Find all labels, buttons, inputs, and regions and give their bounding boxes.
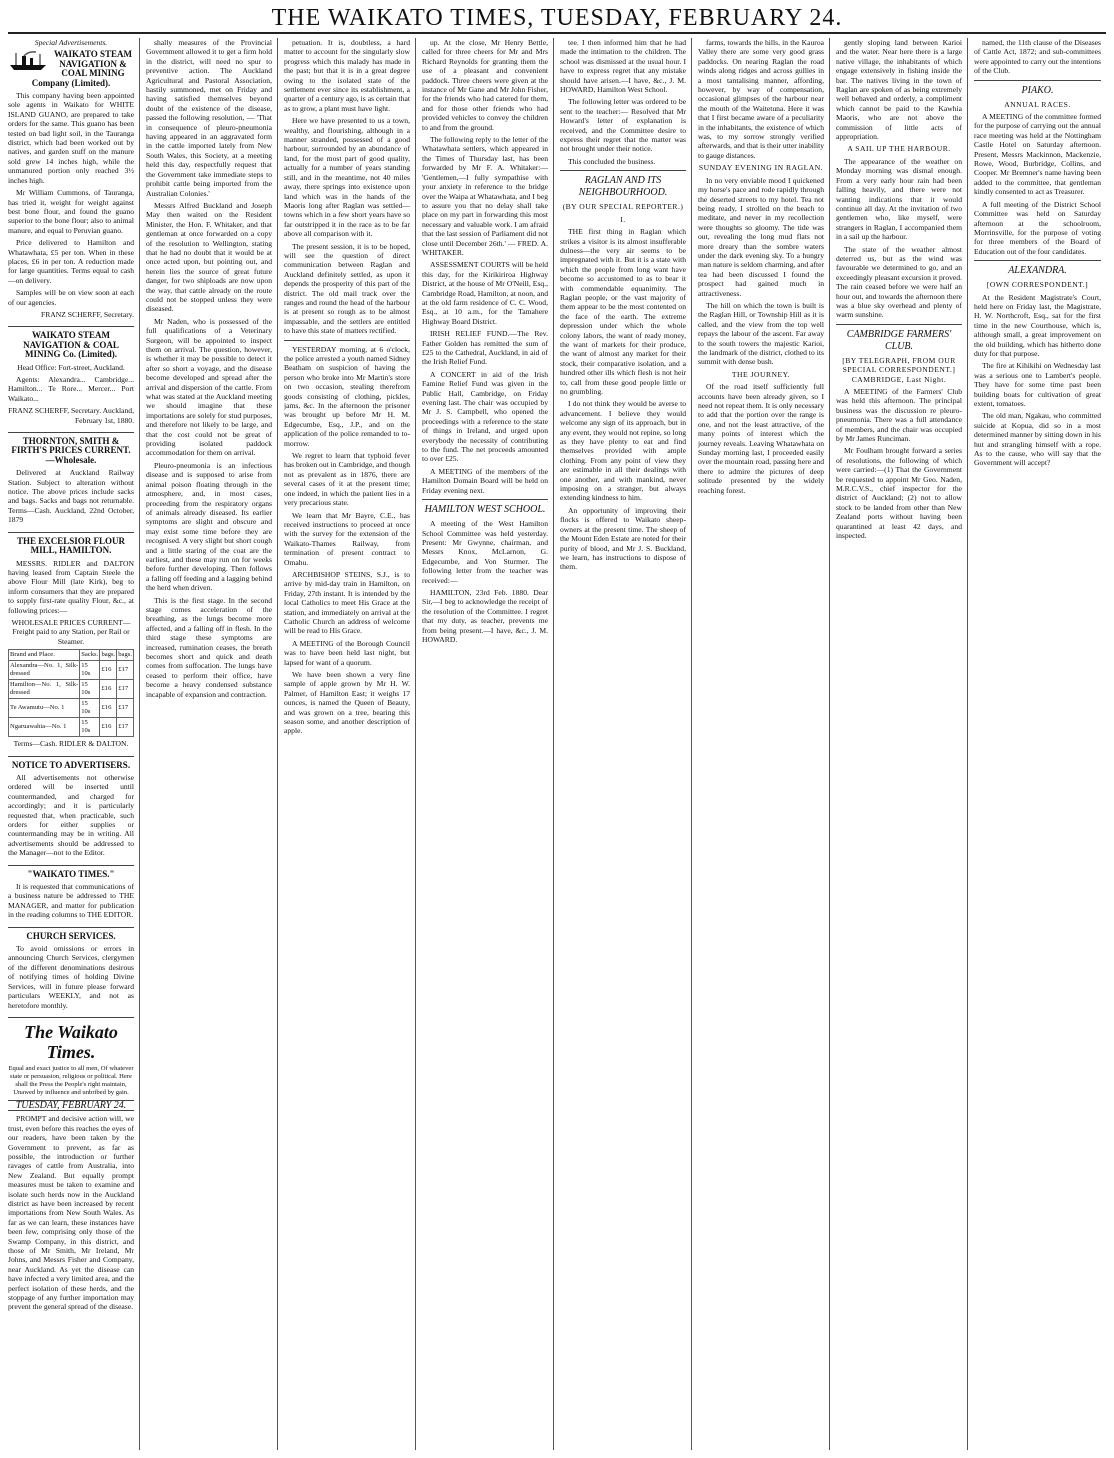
article-paragraph: The fire at Kihikihi on Wednesday last was a serious one to Lambert's people. They have for some time past been building boats for cultivation of great extent, tomatoes. (974, 361, 1101, 408)
byline: (BY OUR SPECIAL REPORTER.) (562, 202, 684, 212)
table-row (9, 718, 134, 737)
mill-terms: Terms—Cash. RIDLER & DALTON. (13, 739, 129, 749)
divider (836, 324, 962, 325)
divider (284, 340, 410, 341)
mill-body: MESSRS. RIDLER and DALTON having leased from Captain Steele the above Flour Mill (late Kirk), beg to inform consumers that they are prepared to supply first-rate quality Flour, &c., at following prices:— (8, 558, 134, 615)
news-item: YESTERDAY morning, at 6 o'clock, the police arrested a youth named Sidney Beatham on suspicion of having the person who broke into Mr Martin's store on two occasion, stealing therefrom goods consisting of clothing, pickles, jams, &c. In the afternoon the prisoner was brought up before Mr H. M. Edgecumbe, Esq., J.P., and on the application of the police remanded to to-morrow. (284, 344, 410, 448)
table-header: bags. (117, 650, 134, 661)
column-8 (974, 38, 1106, 1450)
newspaper-masthead-title: THE WAIKATO TIMES, TUESDAY, FEBRUARY 24. (271, 4, 843, 31)
table-cell: 15 10s (80, 661, 100, 680)
divider (560, 170, 686, 171)
section-subheading: SUNDAY EVENING IN RAGLAN. (698, 163, 824, 173)
article-paragraph: Messrs Alfred Buckland and Joseph May then waited on the Resident Minister, the Hon. F. Whitaker, and that gentleman at once forwarded on a copy of the resolution to Wellington, stating that he had no doubt that it would be at once acted upon, but pointing out, and herein lies the source of great future danger, for two shiploads are now upon the way, that cattle already on the route could not be stopped unless they were diseased. (146, 200, 272, 314)
article-paragraph: At the Resident Magistrate's Court, held here on Friday last, the Magistrate, H. W. Northcroft, Esq., sat for the first time in the new Courthouse, which is, although small, a great improvement on the old building, which has hitherto done duty for that purpose. (974, 292, 1101, 358)
section-heading: HAMILTON WEST SCHOOL. (424, 504, 546, 516)
table-cell: £16 (100, 699, 117, 718)
article-paragraph: Pleuro-pneumonia is an infectious disease and is supposed to arise from animal poison floating through in the atmosphere, and, in most cases, proceeding from the respiratory organs of animals already diseased. Its earlier symptoms are slight and obscure and may exist some time before they are recognised. A very slight but short cough and a little staring of the coat are the earliest, and these may run on for weeks before further developing. Then follows a falling off feeding and a lagging behind the herd when driven. (146, 460, 272, 593)
section-heading: ALEXANDRA. (1008, 265, 1067, 277)
divider (974, 80, 1101, 81)
article-paragraph: The old man, Ngakau, who committed suicide at Kopua, did so in a most determined manner by sitting down in his hut and strangling himself with a rope. As to the cause, who will say that the Government will accept? (974, 411, 1101, 468)
church-title: CHURCH SERVICES. (26, 930, 116, 941)
section-heading: RAGLAN AND ITS NEIGHBOURHOOD. (578, 175, 668, 199)
table-cell: £16 (100, 680, 117, 699)
steam-navigation-ad (8, 50, 134, 327)
news-item: IRISH RELIEF FUND.—The Rev. Father Golden has remitted the sum of £25 to the Cathedral, Auckland, in aid of the Irish Relief Fund. (422, 329, 548, 367)
news-item: We learn that Mr Bayre, C.E., has received instructions to proceed at once with the survey for the extension of the Waikato-Thames Railway, from termination of present contract to Omahu. (284, 510, 410, 567)
article-paragraph: shally measures of the Provincial Government allowed it to get a firm hold in the district, will need no spur to preventive action. The Auckland Agricultural and Pastoral Association, hastily summoned, met on Friday and having satisfied themselves beyond doubt of the existence of the disease, passed the following resolution, — 'That in consequence of pleuro-pneumonia having appeared in an aggravated form in the cattle imported lately from New South Wales, this Society, at a meeting held this day, respectfully request that the Government take immediate steps to prohibit cattle being imported from the Australian Colonies.' (146, 38, 272, 198)
nav-title: WAIKATO STEAM NAVIGATION & COAL MINING Co. (Limited). (23, 330, 119, 360)
thornton-body: Delivered at Auckland Railway Station. Subject to alteration without notice. The above prices include sacks and bags. Sacks and bags not returnable. Terms—Cash. Auckland, 22nd October, 1879 (8, 468, 134, 525)
masthead (8, 4, 1106, 34)
table-row (9, 680, 134, 699)
times-body: It is requested that communications of a business nature be addressed to THE MANAGER, and matter for publication in the reading columns to THE EDITOR. (8, 882, 134, 920)
paper-title: The Waikato Times. (24, 1021, 118, 1062)
article-paragraph: A MEETING of the Farmers' Club was held this afternoon. The principal business was the discussion re pleuro-pneumonia. There was a full attendance of members, and the chair was occupied by Mr James Runciman. (836, 387, 962, 444)
nav-office: Head Office: Fort-street, Auckland. (17, 362, 125, 372)
divider (422, 499, 548, 500)
steam-price: Price delivered to Hamilton and Whatawhata, £5 per ton. When in these places, £6 in per ton. A reduction made for large quantities. Terms equal to cash—on delivery. (8, 238, 134, 285)
news-item: A MEETING of the Borough Council was to have been held last night, but lapsed for want of a quorum. (284, 638, 410, 667)
article-paragraph: gently sloping land between Karioi and the water. Near here there is a large native village, the inhabitants of which engage extensively in fishing inside the bar. The natives living in the town of Raglan are spoken of as being extremely well behaved and orderly, a compliment which cannot be paid to the Kawhia Maoris, who are not above the commission of little acts of appropriation. (836, 38, 962, 142)
article-paragraph: Mr Naden, who is possessed of the full qualifications of a Veterinary Surgeon, will be appointed to inspect them on arrival. The question, however, is whether it may be possible to detect it after so short a voyage, and the disease become developed and spread after the arrival and dispersion of the cattle. From what was stated at the Auckland meeting we should imagine that these importations are solely for stud purposes, and therefore not likely to be large, and that the cost could not be great of providing isolated paddock accommodation for them on arrival. (146, 316, 272, 458)
table-cell: 15 10s (80, 718, 100, 737)
table-cell: £16 (100, 718, 117, 737)
notice-ad (8, 761, 134, 866)
news-item: The following reply to the letter of the Whatawhata settlers, which appeared in the Times of Thursday last, has been forwarded by Mr F. A. Whitaker:— 'Gentlemen,—I fully sympathise with your anxiety in reference to the bridge over the Waipa at Whatawhata, and I beg to assure you that no delay shall take place on my part in forwarding this most necessary and valuable work. I am afraid that the last session of Parliament did not close until December 26th.' — FRED. A. WHITAKER. (422, 135, 548, 257)
article-paragraph: The state of the weather almost deterred us, but as the wind was favourable we determined to go, and an exceedingly pleasant excursion it proved. The rain ceased before we were half an hour out, and towards the afternoon there was a blue sky overhead and plenty of warm sunshine. (836, 244, 962, 320)
table-row (9, 699, 134, 718)
article-paragraph: A meeting of the West Hamilton School Committee was held yesterday. Present: Mr Gwynne, chairman, and Messrs Knox, McLarnon, G. Edgecumbe, and Von Sturmer. The following letter from the teacher was received:— (422, 519, 548, 585)
table-cell: 15 10s (80, 680, 100, 699)
article-paragraph: THE first thing in Raglan which strikes a visitor is its almost insufferable dulness—the very air seems to be impregnated with it. But it is a state with which the people from long want have become so accustomed to as to bear it with commendable equanimity. The Raglan people, or the vast majority of them appear to be the most contented on the face of the earth. The extreme depression under which the whole colony labors, the want of ready money, the want of markets for their produce, the want of almost any market for their stock, their comparative isolation, and a hundred other ills which flesh is not heir to, call from these good people little or no grumbling. (560, 227, 686, 396)
mill-title: THE EXCELSIOR FLOUR MILL, HAMILTON. (16, 535, 126, 556)
church-body: To avoid omissions or errors in announcing Church Services, clergymen of the different denominations desirous of notifying times of holding Divine Services, will in future please forward particulars WEEKLY, and not as heretofore monthly. (8, 944, 134, 1010)
columns (8, 38, 1106, 1450)
mill-subtitle: WHOLESALE PRICES CURRENT—Freight paid to any Station, per Rail or Steamer. (11, 617, 131, 646)
table-cell: £17 (117, 661, 134, 680)
times-title: "WAIKATO TIMES." (27, 868, 115, 879)
article-paragraph: HAMILTON, 23rd Feb. 1880. Dear Sir,—I beg to acknowledge the receipt of the resolution of the Committee. I regret that my duty, as teacher, prevents me from being present.—I have, &c., J. M. HOWARD. (422, 587, 548, 644)
dateline: TUESDAY, FEBRUARY 24. (8, 1100, 134, 1111)
table-cell: £16 (100, 661, 117, 680)
table-cell: Alexandra—No. 1, Silk-dressed (9, 661, 80, 680)
news-item: We regret to learn that typhoid fever has broken out in Cambridge, and though not as prevalent as in 1876, there are several cases of it at the present time; one indeed, in which the patient lies in a very precarious state. (284, 451, 410, 508)
table-cell: Hamilton—No. 1, Silk-dressed (9, 680, 80, 699)
column-3 (284, 38, 416, 1450)
article-paragraph: tee. I then informed him that he had made the intimation to the children. The school was dismissed at the usual hour. I have to express regret that any mistake should have arisen.—I have, &c., J. M. HOWARD, Hamilton West School. (560, 38, 686, 95)
section-subheading: THE JOURNEY. (731, 369, 791, 379)
article-paragraph: A MEETING of the committee formed for the purpose of carrying out the annual race meeting was held at the Nottingham Castle Hotel on Saturday afternoon. Present, Messrs Mackinnon, Mackenzie, Rowe, Wood, Burbridge, Collins, and Cooper. Mr Bremner's name having been added to the committee, that gentleman kindly consented to act as Treasurer. (974, 112, 1101, 197)
article-paragraph: Mr Foulham brought forward a series of resolutions, the following of which were carried:—(1) That the Government be requested to appoint Mr Geo. Naden, M.R.C.V.S., chief inspector for the district of Auckland; (2) not to allow stock to be landed from other than New Zealand ports without having been quarantined at least 42 days, and inspected. (836, 446, 962, 541)
special-ads-heading: Special Advertisements. (34, 38, 108, 47)
article-paragraph: The appearance of the weather on Monday morning was dismal enough. From a very early hour rain had been falling heavily, and there were not wanting indications that it would continue all day. At the invitation of two gentlemen who, like myself, were strangers in Raglan, I accompanied them in a sail up the harbour. (836, 156, 962, 242)
article-paragraph: The following letter was ordered to be sent to the teacher:— Resolved that Mr Howard's letter of explanation is received, and the Committee desire to express their regret that the matter was not brought under their notice. (560, 97, 686, 154)
notice-body: All advertisements not otherwise ordered will be inserted until countermanded, and charged for accordingly; and it is particularly requested that, when practicable, such orders for either supplies or countermanding may be in writing. All advertisements should be addressed to the Manager—not to the Editor. (8, 772, 134, 858)
notice-title: NOTICE TO ADVERTISERS. (11, 759, 131, 770)
section-subheading: A SAIL UP THE HARBOUR. (847, 144, 951, 154)
column-1 (8, 38, 140, 1450)
news-item: ARCHBISHOP STEINS, S.J., is to arrive by mid-day train in Hamilton, on Friday, 27th instant. It is intended by the local Catholics to meet His Grace at the station, and immediately on arrival at the Catholic Church an address of welcome will be read to His Grace. (284, 569, 410, 636)
steam-body-2: Mr William Cummons, of Tauranga, has tried it, weight for weight against best bone flour, and found the guano superior to the bone flour; also to animal manure, and equal to Peruvian guano. (8, 188, 134, 235)
table-header: bags. (100, 650, 117, 661)
nav-agents: Agents: Alexandra... Cambridge... Hamilton... Te Rore... Mercer... Port Waikato... (8, 375, 134, 403)
leader-article: PROMPT and decisive action will, we trust, even before this reaches the eyes of our readers, have been taken by the Government to prevent, as far as possible, the introduction or further ravages of cattle from Australia, into New Zealand. But equally prompt measures must be taken to examine and isolate such herds now in the Auckland district as have been increased by recent importations from New South Wales. As far as we can learn, these instances have been few, comprising only those of the Swamp Company, in this district, and those of Mr Smith, Mr Ireland, Mr Johns, and Messrs Fisher and Company, near Auckland. As yet the disease can have infected a very limited area, and the perfect isolation of these herds, and the stoppage of any further importation may prevent the general spread of the disease. (8, 1114, 134, 1312)
section-heading: CAMBRIDGE FARMERS' CLUB. (846, 328, 952, 352)
steam-company-title: WAIKATO STEAM NAVIGATION & COAL MINING Company (Limited). (31, 49, 132, 88)
flour-mill-ad (8, 537, 134, 757)
thornton-title: THORNTON, SMITH & FIRTH'S PRICES CURRENT.—Wholesale. (11, 436, 131, 465)
article-paragraph: In no very enviable mood I quickened my horse's pace and rode rapidly through the deserted streets to my hotel. Tea not being ready, I strolled on the beach to meditate, and never in my recollection were thoughts so gloomy. The tide was out, revealing the long mud flats not more dreary than the sombre waters under the dark evening sky. To a hungry man nature is seldom charming, and after tea had been discussed I found the prospect had gained much in attractiveness. (698, 175, 824, 298)
column-4 (422, 38, 554, 1450)
news-item: ASSESSMENT COURTS will be held this day, for the Kirikiriroa Highway District, at the house of Mr O'Neill, Esq., Cambridge Road, Hamilton, at noon, and at the old farm residence of C. C. Wood, Esq., at 10 a.m., for the Tamahere Highway Board District. (422, 260, 548, 326)
table-header: Brand and Place. (9, 650, 80, 661)
news-item: up. At the close, Mr Henry Bettle, called for three cheers for Mr and Mrs Richard Reynolds for granting them the use of a pleasant and convenient paddock. Three cheers were given at the instance of Mr Gane and Mr John Fisher, for the friends who had catered for them, and for those other friends who had provided vehicles to convey the children to and from the ground. (422, 38, 548, 132)
article-paragraph: A full meeting of the District School Committee was held on Saturday afternoon at the schoolroom, Morrinsville, for the purpose of voting for three members of the Board of Education out of the four candidates. (974, 199, 1101, 256)
news-item: We have been shown a very fine sample of apple grown by Mr H. W. Palmer, of Hamilton East; it weighs 17 ounces, is named the Queen of Beauty, and was grown on a tree, bearing this season some, and another description of apple. (284, 670, 410, 736)
article-paragraph: Of the road itself sufficiently full accounts have been already given, so I need not repeat them. It is only necessary to add that the portion over the range is one, and not the least attractive, of the many points of interest which the journey reveals. Leaving Whatawhata on Sunday morning last, I proceeded easily over the mountain road, passing here and there to admire the pictures of deep solitude presented by the widely reaching forest. (698, 382, 824, 495)
nav-company-ad (8, 331, 134, 433)
article-paragraph: An opportunity of improving their flocks is offered to Waikato sheep-owners at the present time. The sheep of the Mount Eden Estate are noted for their purity of blood, and Mr J. S. Buckland, we learn, has instructions to dispose of them. (560, 505, 686, 572)
steam-samples: Samples will be on view soon at each of our agencies. (8, 288, 134, 307)
motto: Equal and exact justice to all men, Of whatever state or persuasion, religious or political. Here shall the Press the People's right maintain, Unawed by influence and unbribed by gain. (8, 1064, 134, 1096)
steam-body: This company having been appointed sole agents in Waikato for WHITE ISLAND GUANO, are prepared to take orders for the same. This guano has been tested on bad light soil, in the Tauranga district, which had been worked out by natives, and garden stuff on the manure sold grew 14 inches high, while the unmanured portion only reached 3½ inches high. (8, 91, 134, 185)
nav-signature: FRANZ SCHERFF, Secretary. Auckland, February 1st, 1880. (8, 406, 134, 425)
byline: [OWN CORRESPONDENT.] (986, 280, 1089, 290)
steam-signature: FRANZ SCHERFF, Secretary. (41, 309, 134, 319)
thornton-ad (8, 437, 134, 533)
article-paragraph: farms, towards the hills, in the Kauroa Valley there are some very good grass paddocks. On nearing Raglan the road winds along ridges and across gullies in a most tantalising manner, affording, however, by way of compensation, occasional glimpses of the harbour near the mouth of the Waitetuna. Here it was that I first became aware of a peculiarity in the inhabitants, the existence of which was, to my sorrow strongly verified afterwards, and that is their utter inability to gauge distances. (698, 38, 824, 160)
article-paragraph: This concluded the business. (568, 156, 656, 166)
divider (974, 260, 1101, 261)
steamship-icon (8, 50, 48, 72)
table-row (9, 661, 134, 680)
table-header-row (9, 650, 134, 661)
price-table (8, 649, 134, 737)
byline: [BY TELEGRAPH, FROM OUR SPECIAL CORRESPONDENT.] CAMBRIDGE, Last Night. (842, 355, 956, 384)
table-cell: £17 (117, 699, 134, 718)
church-notice (8, 932, 134, 1018)
article-paragraph: The hill on which the town is built is the Raglan Hill, or Township Hill as it is called, and the view from the top well repays the labour of the ascent. Far away to the south towers the majestic Karioi, the landmark of the district, clothed to its summit with dense bush. (698, 300, 824, 367)
news-item: A MEETING of the members of the Hamilton Domain Board will be held on Friday evening next. (422, 466, 548, 495)
section-heading: PIAKO. (1021, 84, 1054, 96)
column-5 (560, 38, 692, 1450)
table-cell: £17 (117, 680, 134, 699)
table-cell: 15 10s (80, 699, 100, 718)
article-paragraph: petuation. It is, doubtless, a hard matter to account for the singularly slow progress which this malady has made in the past; but that it is in a great degree owing to the isolated state of the settlement ever since its establishment, a quarter of a century ago, is as certain that as to grow, a plant must have light. (284, 38, 410, 113)
column-7 (836, 38, 968, 1450)
table-header: Sacks. (80, 650, 100, 661)
news-item: A CONCERT in aid of the Irish Famine Relief Fund was given in the Public Hall, Cambridge, on Friday evening last. The chair was occupied by Mr J. S. Campbell, who opened the proceedings with a reference to the state of things in Ireland, and urged upon everybody the necessity of contributing to the fund. The net proceeds amounted to over £25. (422, 369, 548, 464)
section-subheading: ANNUAL RACES. (1004, 99, 1071, 109)
article-paragraph: I do not think they would be averse to advancement. I believe they would welcome any sign of its approach, but in any event, they would not repine, so long as they have plenty to eat and find themselves provided with ample clothing. From any point of view they are estimable in all their dealings with one another, and with mankind, never imposing on a stranger, but always extending kindness to him. (560, 399, 686, 503)
column-2 (146, 38, 278, 1450)
times-notice (8, 870, 134, 928)
table-cell: Te Awamutu—No. 1 (9, 699, 80, 718)
column-6 (698, 38, 830, 1450)
article-paragraph: This is the first stage. In the second stage comes acceleration of the breathing, as the lungs become more affected, and a falling off in flesh. In the third stage these symptoms are increased, rumination ceases, the breath becomes short and quick and death comes from suffocation. The lungs have ceased to perform their office, have become a heavy condensed substance incapable of expansion and contraction. (146, 595, 272, 699)
table-cell: Ngaruawahia—No. 1 (9, 718, 80, 737)
table-cell: £17 (117, 718, 134, 737)
part-number: I. (620, 214, 626, 224)
article-paragraph: The present session, it is to be hoped, will see the question of direct communication between Raglan and Auckland definitely settled, as upon it depends the prosperity of this part of the district. The old mail track over the ranges and round the head of the harbour is at present so rough as to be almost impassable, and the settlers are entitled to have this state of matters rectified. (284, 241, 410, 336)
article-paragraph: named, the 11th clause of the Diseases of Cattle Act, 1872; and sub-committees were appointed to carry out the intentions of the Club. (974, 38, 1101, 76)
article-paragraph: Here we have presented to us a town, wealthy, and flourishing, although in a manner stranded, possessed of a good harbour, surrounded by an abundance of land, for the most part of good quality, actually for a number of years standing still, and in the meantime, not 40 miles away, there springs into existence upon land which was in the hands of the Maoris long after Raglan was settled—towns which in a few short years have so far outstripped it in the race as to be far above all comparison with it. (284, 116, 410, 239)
